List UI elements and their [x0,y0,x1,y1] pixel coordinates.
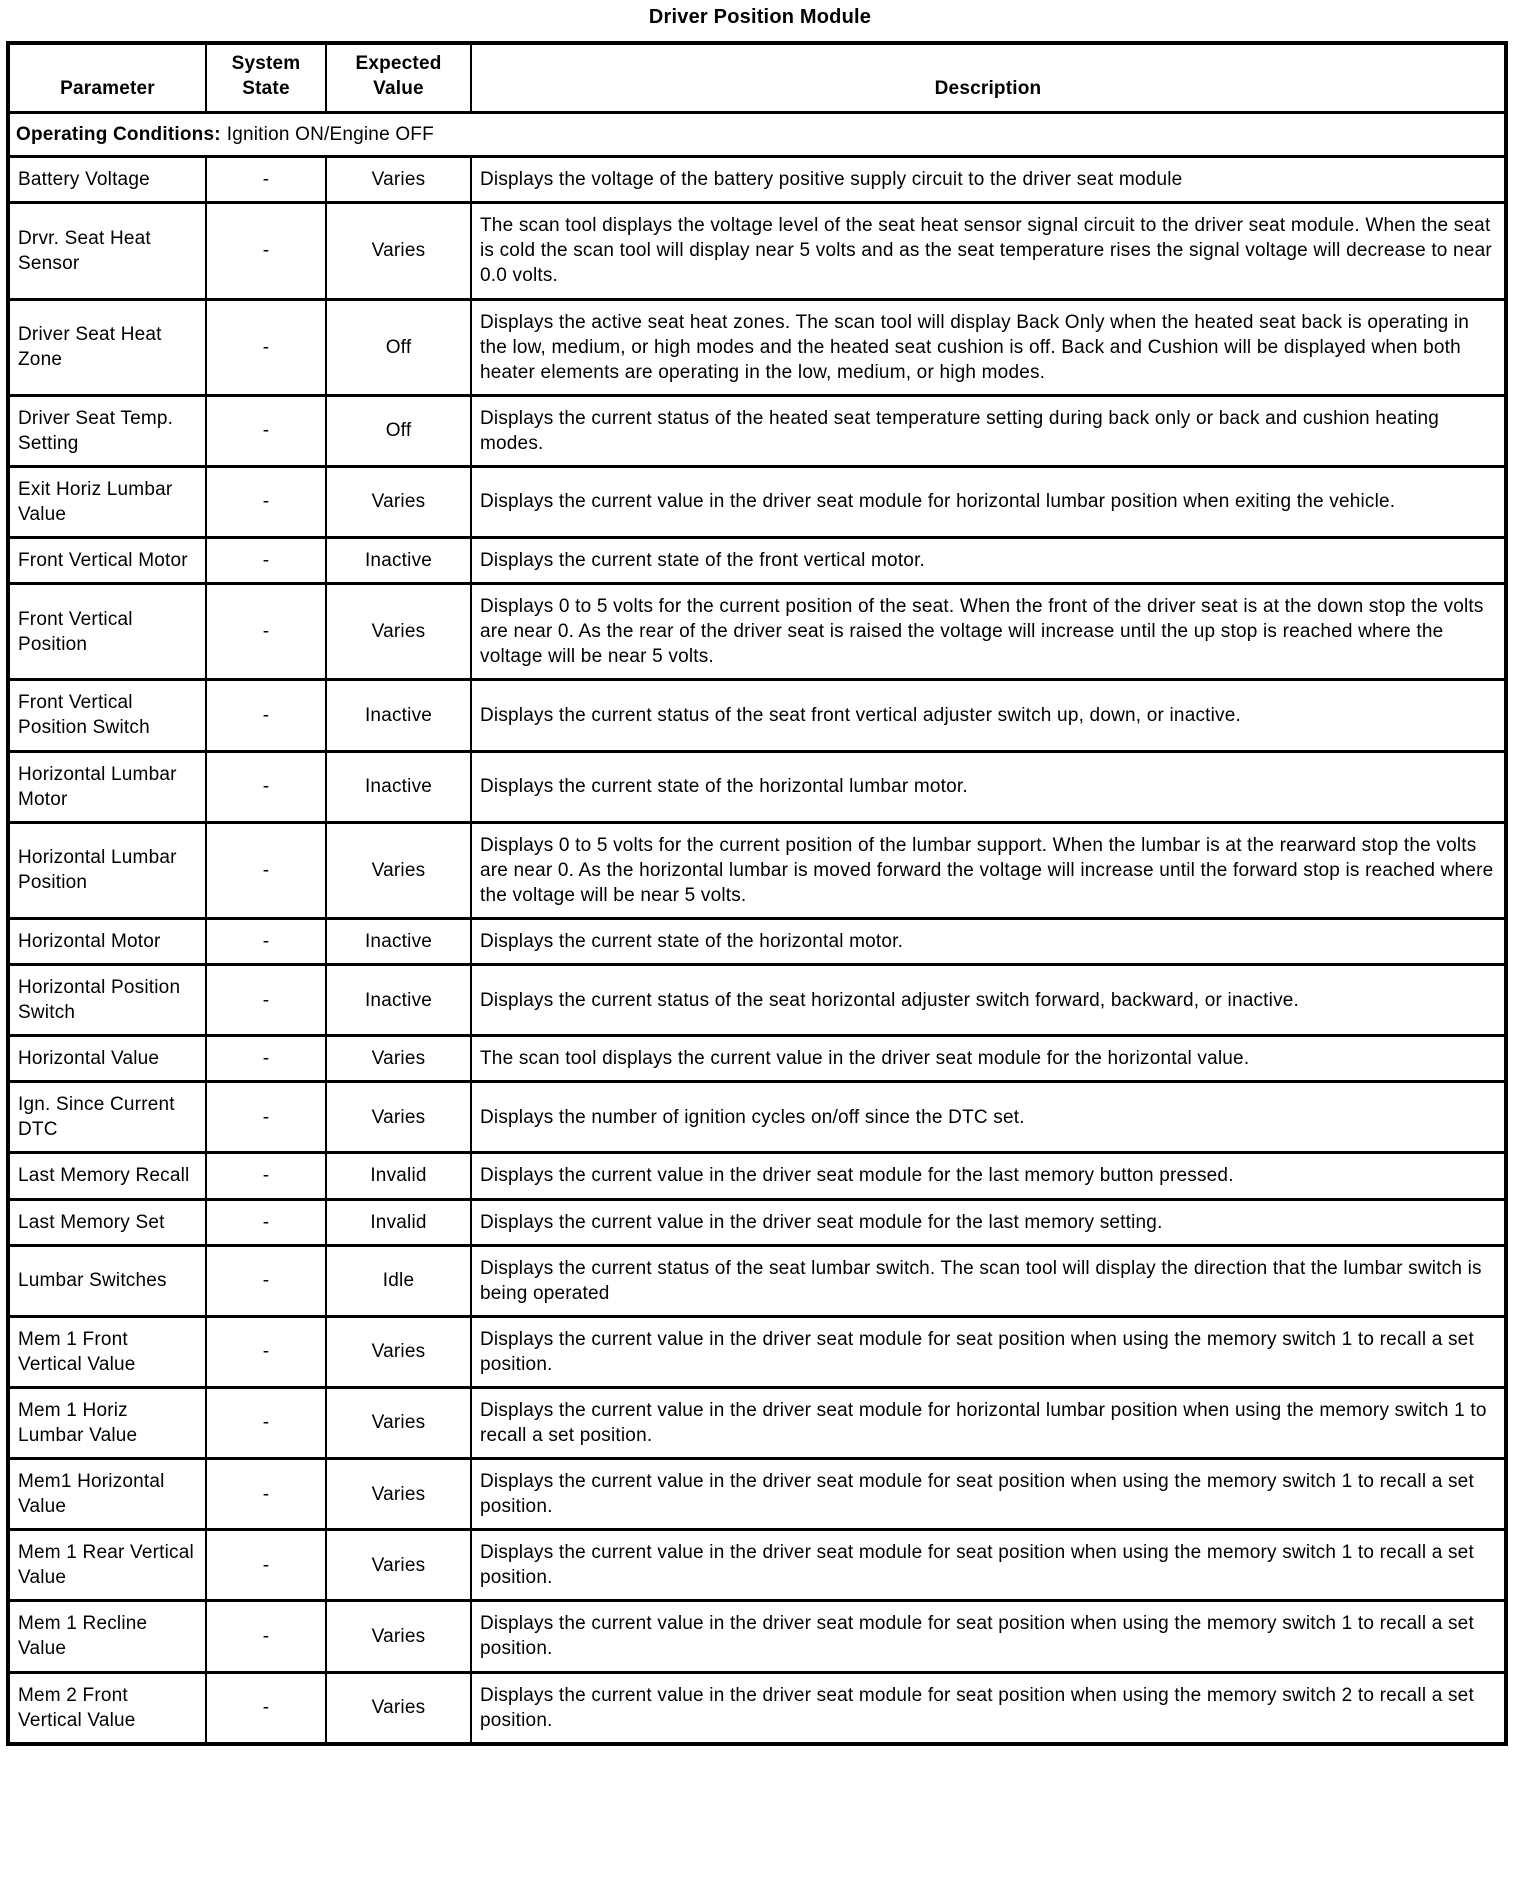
description-cell: Displays the number of ignition cycles on/off since the DTC set. [471,1082,1506,1153]
system-state-cell: - [206,538,326,584]
col-header-description: Description [471,43,1506,113]
table-row [8,1672,1506,1744]
expected-value-cell: Invalid [326,1199,471,1245]
description-cell: The scan tool displays the voltage level of the seat heat sensor signal circuit to the driver seat module. When the seat is cold the scan tool will display near 5 volts and as the seat temperature rises the signal voltage will decrease to near 0.0 volts. [471,203,1506,299]
description-cell: Displays the current value in the driver seat module for the last memory setting. [471,1199,1506,1245]
expected-value-cell: Varies [326,1459,471,1530]
description-cell: Displays the current status of the seat front vertical adjuster switch up, down, or inactive. [471,680,1506,751]
system-state-cell: - [206,1672,326,1744]
system-state-cell: - [206,203,326,299]
expected-value-cell: Varies [326,584,471,680]
parameter-cell: Horizontal Lumbar Position [8,822,206,918]
parameter-cell: Drvr. Seat Heat Sensor [8,203,206,299]
expected-value-cell: Varies [326,203,471,299]
description-cell: Displays the current value in the driver seat module for seat position when using the memory switch 1 to recall a set position. [471,1530,1506,1601]
table-row [8,1153,1506,1199]
system-state-cell: - [206,1530,326,1601]
expected-value-cell: Varies [326,1036,471,1082]
description-cell: The scan tool displays the current value in the driver seat module for the horizontal value. [471,1036,1506,1082]
table-row [8,965,1506,1036]
expected-value-cell: Idle [326,1245,471,1316]
description-cell: Displays the current value in the driver seat module for seat position when using the memory switch 1 to recall a set position. [471,1601,1506,1672]
table-row [8,203,1506,299]
table-row [8,751,1506,822]
parameter-cell: Battery Voltage [8,157,206,203]
system-state-cell: - [206,395,326,466]
expected-value-cell: Inactive [326,680,471,751]
parameter-cell: Lumbar Switches [8,1245,206,1316]
table-row [8,1082,1506,1153]
table-row [8,1316,1506,1387]
table-row [8,538,1506,584]
parameter-cell: Horizontal Value [8,1036,206,1082]
col-header-expected-value: Expected Value [326,43,471,113]
header-row [8,43,1506,113]
description-cell: Displays the current state of the horizontal motor. [471,918,1506,964]
table-row [8,1199,1506,1245]
system-state-cell: - [206,1245,326,1316]
description-cell: Displays the current status of the seat horizontal adjuster switch forward, backward, or inactive. [471,965,1506,1036]
parameter-cell: Driver Seat Heat Zone [8,299,206,395]
system-state-cell: - [206,1316,326,1387]
expected-value-cell: Invalid [326,1153,471,1199]
parameter-cell: Mem 2 Front Vertical Value [8,1672,206,1744]
parameter-cell: Exit Horiz Lumbar Value [8,466,206,537]
description-cell: Displays the current status of the seat lumbar switch. The scan tool will display the direction that the lumbar switch is being operated [471,1245,1506,1316]
system-state-cell: - [206,918,326,964]
table-row [8,1387,1506,1458]
system-state-cell: - [206,680,326,751]
expected-value-cell: Varies [326,1082,471,1153]
description-cell: Displays the current value in the driver seat module for the last memory button pressed. [471,1153,1506,1199]
table-row [8,1245,1506,1316]
table-row [8,157,1506,203]
table-row [8,1036,1506,1082]
description-cell: Displays 0 to 5 volts for the current position of the seat. When the front of the driver seat is at the down stop the volts are near 0. As the rear of the driver seat is raised the voltage will increase until the up stop is reached where the voltage will be near 5 volts. [471,584,1506,680]
operating-conditions-row [8,113,1506,157]
system-state-cell: - [206,1601,326,1672]
parameter-cell: Mem 1 Front Vertical Value [8,1316,206,1387]
description-cell: Displays the current value in the driver seat module for seat position when using the memory switch 1 to recall a set position. [471,1459,1506,1530]
description-cell: Displays the current value in the driver seat module for horizontal lumbar position when using the memory switch 1 to recall a set position. [471,1387,1506,1458]
expected-value-cell: Inactive [326,751,471,822]
system-state-cell: - [206,584,326,680]
expected-value-cell: Varies [326,157,471,203]
table-row [8,680,1506,751]
table-row [8,1530,1506,1601]
expected-value-cell: Inactive [326,965,471,1036]
operating-conditions-value: Ignition ON/Engine OFF [226,124,434,146]
parameter-cell: Horizontal Motor [8,918,206,964]
description-cell: Displays the current status of the heated seat temperature setting during back only or back and cushion heating modes. [471,395,1506,466]
parameter-cell: Front Vertical Motor [8,538,206,584]
description-cell: Displays 0 to 5 volts for the current position of the lumbar support. When the lumbar is at the rearward stop the volts are near 0. As the horizontal lumbar is moved forward the voltage will increase until the forward stop is reached where the voltage will be near 5 volts. [471,822,1506,918]
col-header-parameter: Parameter [8,43,206,113]
description-cell: Displays the active seat heat zones. The scan tool will display Back Only when the heated seat back is operating in the low, medium, or high modes and the heated seat cushion is off. Back and Cushion will be displayed when both heater elements are operating in the low, medium, or high modes. [471,299,1506,395]
system-state-cell: - [206,1387,326,1458]
expected-value-cell: Varies [326,822,471,918]
table-row [8,1601,1506,1672]
expected-value-cell: Varies [326,1672,471,1744]
system-state-cell: - [206,1036,326,1082]
table-row [8,918,1506,964]
table-row [8,299,1506,395]
parameter-cell: Mem 1 Rear Vertical Value [8,1530,206,1601]
system-state-cell: - [206,1459,326,1530]
col-header-system-state: System State [206,43,326,113]
table-row [8,822,1506,918]
description-cell: Displays the current value in the driver seat module for seat position when using the memory switch 2 to recall a set position. [471,1672,1506,1744]
expected-value-cell: Off [326,395,471,466]
system-state-cell: - [206,1082,326,1153]
parameter-cell: Horizontal Position Switch [8,965,206,1036]
system-state-cell: - [206,157,326,203]
table-row [8,1459,1506,1530]
parameter-cell: Driver Seat Temp. Setting [8,395,206,466]
expected-value-cell: Varies [326,1530,471,1601]
system-state-cell: - [206,965,326,1036]
table-row [8,584,1506,680]
parameter-cell: Horizontal Lumbar Motor [8,751,206,822]
parameter-cell: Front Vertical Position Switch [8,680,206,751]
expected-value-cell: Varies [326,466,471,537]
parameter-cell: Front Vertical Position [8,584,206,680]
system-state-cell: - [206,822,326,918]
description-cell: Displays the current value in the driver seat module for horizontal lumbar position when exiting the vehicle. [471,466,1506,537]
expected-value-cell: Varies [326,1387,471,1458]
system-state-cell: - [206,299,326,395]
expected-value-cell: Inactive [326,538,471,584]
description-cell: Displays the voltage of the battery positive supply circuit to the driver seat module [471,157,1506,203]
driver-position-module-table [6,41,1508,1746]
parameter-cell: Mem 1 Horiz Lumbar Value [8,1387,206,1458]
operating-conditions-label: Operating Conditions: [16,124,221,146]
description-cell: Displays the current state of the front vertical motor. [471,538,1506,584]
system-state-cell: - [206,1199,326,1245]
system-state-cell: - [206,751,326,822]
expected-value-cell: Varies [326,1316,471,1387]
page-title: Driver Position Module [648,6,872,28]
operating-conditions-cell [8,113,1506,157]
description-cell: Displays the current value in the driver seat module for seat position when using the memory switch 1 to recall a set position. [471,1316,1506,1387]
description-cell: Displays the current state of the horizontal lumbar motor. [471,751,1506,822]
parameter-cell: Mem 1 Recline Value [8,1601,206,1672]
parameter-cell: Last Memory Recall [8,1153,206,1199]
expected-value-cell: Inactive [326,918,471,964]
system-state-cell: - [206,1153,326,1199]
system-state-cell: - [206,466,326,537]
expected-value-cell: Off [326,299,471,395]
expected-value-cell: Varies [326,1601,471,1672]
parameter-cell: Last Memory Set [8,1199,206,1245]
parameter-cell: Ign. Since Current DTC [8,1082,206,1153]
table-row [8,466,1506,537]
table-row [8,395,1506,466]
parameter-cell: Mem1 Horizontal Value [8,1459,206,1530]
